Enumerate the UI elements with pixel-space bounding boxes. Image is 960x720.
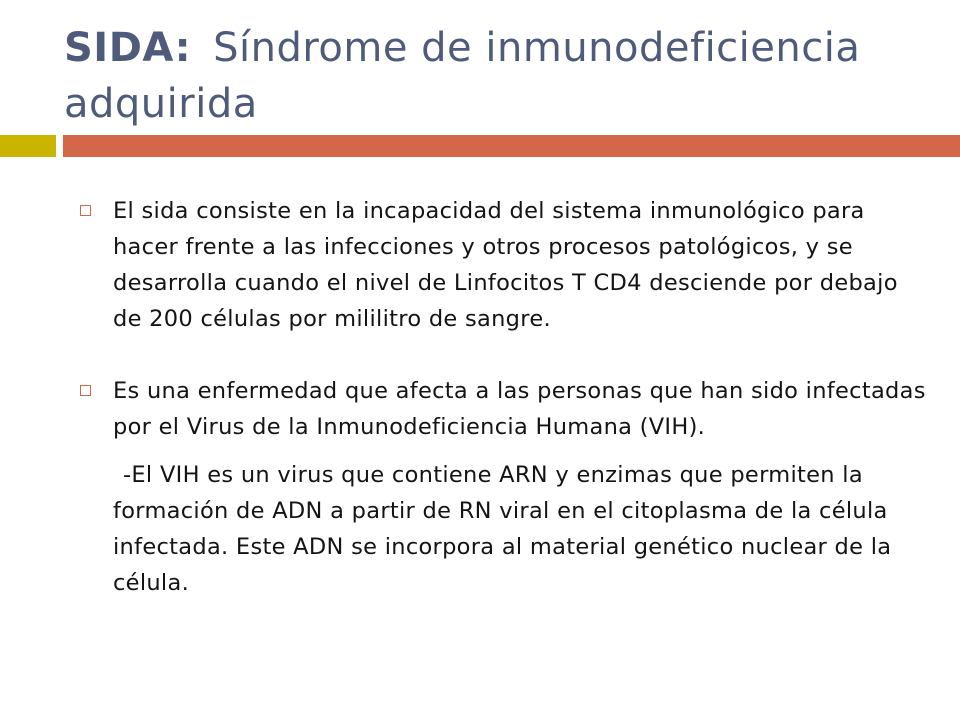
accent-bar-yellow <box>0 135 56 157</box>
bullet-item <box>78 193 928 337</box>
title-acronym: SIDA: <box>64 25 192 71</box>
title-text: Síndrome de inmunodeficiencia adquirida <box>64 25 861 127</box>
accent-bar-orange <box>63 135 960 157</box>
bullet-text: El sida consiste en la incapacidad del sistema inmunológico para hacer frente a las infecciones y otros procesos patológicos, y se desarrolla cuando el nivel de Linfocitos T CD4 desciende por debajo de 200 células por mililitro de sangre. <box>113 198 898 332</box>
bullet-item <box>78 373 928 445</box>
square-bullet-icon <box>80 385 91 396</box>
slide-title <box>64 20 944 132</box>
sub-paragraph: -El VIH es un virus que contiene ARN y enzimas que permiten la formación de ADN a partir de RN viral en el citoplasma de la célula infectada. Este ADN se incorpora al material genético nuclear de la célula. <box>113 462 892 596</box>
bullet-text: Es una enfermedad que afecta a las personas que han sido infectadas por el Virus de la Inmunodeficiencia Humana (VIH). <box>113 378 926 440</box>
square-bullet-icon <box>80 205 91 216</box>
slide-body <box>78 193 928 601</box>
